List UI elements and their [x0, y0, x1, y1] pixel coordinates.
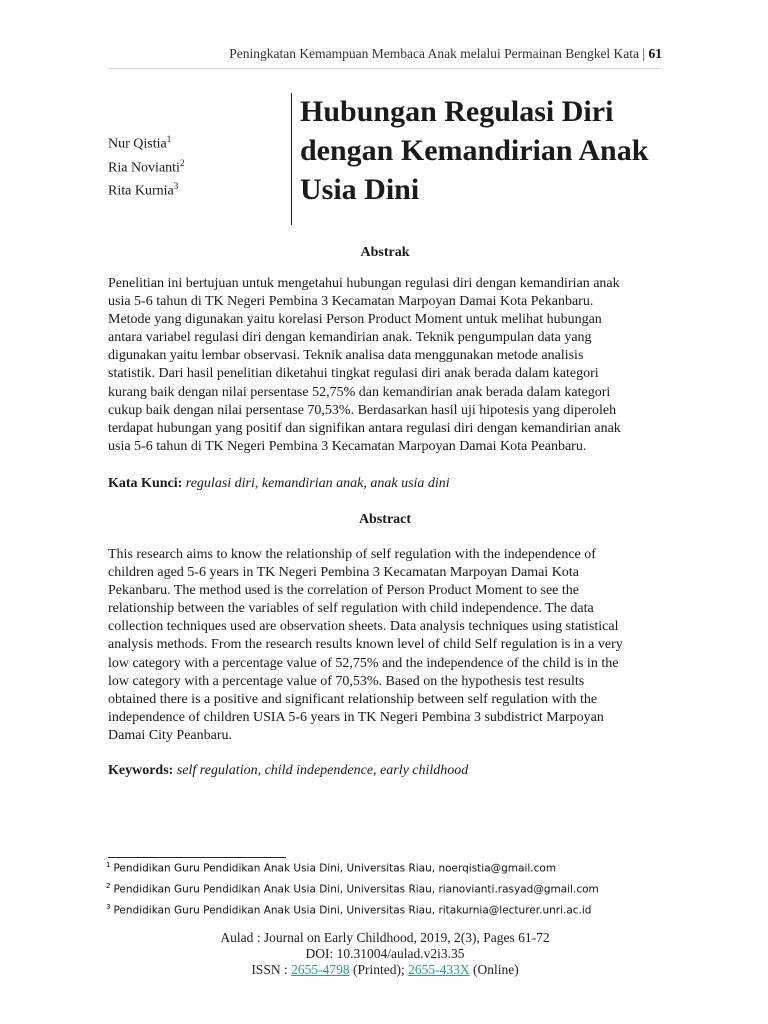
- article-title: [300, 92, 670, 209]
- issn-print-link[interactable]: 2655-4798: [291, 962, 350, 977]
- running-header: [108, 46, 662, 62]
- keywords: [108, 763, 662, 779]
- text-line: analysis methods. From the research results known level of child Self regulation is in a very: [108, 637, 623, 653]
- kata-kunci: [108, 476, 662, 492]
- text-line: Damai City Peanbaru.: [108, 727, 233, 743]
- running-title: Peningkatan Kemampuan Membaca Anak melalui Permainan Bengkel Kata: [229, 46, 640, 61]
- text-line: kurang baik dengan nilai persentase 52,75% dan kemandirian anak berada dalam kategori: [108, 384, 611, 400]
- text-line: low category with a percentage value of 70,53%. Based on the hypothesis test results: [108, 673, 585, 689]
- text-line: cukup baik dengan nilai persentase 70,53%. Berdasarkan hasil uji hipotesis yang diperoleh: [108, 402, 617, 418]
- text-line: usia 5-6 tahun di TK Negeri Pembina 3 Kecamatan Marpoyan Damai Kota Peanbaru.: [108, 438, 587, 454]
- text-line: digunakan yaitu lembar observasi. Teknik analisa data menggunakan metode analisis: [108, 348, 584, 364]
- text-line: collection techniques used are observation sheets. Data analysis techniques using statistical: [108, 619, 619, 635]
- abstract-body: [108, 546, 662, 745]
- text-line: obtained there is a positive and significant relationship between self regulation with the: [108, 691, 598, 707]
- issn-online-link[interactable]: 2655-433X: [408, 962, 470, 977]
- text-line: children aged 5-6 years in TK Negeri Pembina 3 Kecamatan Marpoyan Damai Kota: [108, 565, 579, 581]
- issn-line: ISSN : 2655-4798 (Printed); 2655-433X (Online): [251, 962, 519, 977]
- page-footer: [108, 930, 662, 978]
- title-line: dengan Kemandirian Anak: [300, 134, 649, 167]
- author: Ria Novianti$^2$: [108, 157, 185, 176]
- text-line: Penelitian ini bertujuan untuk mengetahui hubungan regulasi diri dengan kemandirian anak: [108, 276, 620, 291]
- keywords-value: self regulation, child independence, early childhood: [176, 763, 469, 778]
- keywords-label: Keywords:: [108, 763, 174, 778]
- footnote: $^2$ Pendidikan Guru Pendidikan Anak Usia Dini, Universitas Riau, rianovianti.rasyad@gmail.com: [106, 882, 599, 896]
- text-line: This research aims to know the relationship of self regulation with the independence of: [108, 547, 596, 562]
- page-number: 61: [648, 46, 662, 61]
- text-line: antara variabel regulasi diri dengan kemandirian anak. Teknik pengumpulan data yang: [108, 330, 592, 346]
- text-line: Pekanbaru. The method used is the correlation of Person Product Moment to see the: [108, 583, 579, 599]
- footnote: $^1$ Pendidikan Guru Pendidikan Anak Usia Dini, Universitas Riau, noerqistia@gmail.com: [106, 861, 557, 875]
- keywords-label: Kata Kunci:: [108, 476, 183, 491]
- text-line: Metode yang digunakan yaitu korelasi Person Product Moment untuk melihat hubungan: [108, 312, 602, 328]
- text-line: independence of children USIA 5-6 years in TK Negeri Pembina 3 subdistrict Marpoyan: [108, 709, 604, 725]
- footnote: $^3$ Pendidikan Guru Pendidikan Anak Usia Dini, Universitas Riau, ritakurnia@lecturer.unri.ac.id: [106, 903, 592, 917]
- author-list: [108, 130, 288, 201]
- abstract-heading: Abstract: [358, 512, 412, 527]
- title-line: Usia Dini: [300, 173, 420, 206]
- keywords-value: regulasi diri, kemandirian anak, anak usia dini: [185, 476, 450, 491]
- abstrak-body: [108, 275, 662, 456]
- text-line: usia 5-6 tahun di TK Negeri Pembina 3 Kecamatan Marpoyan Damai Kota Pekanbaru.: [108, 294, 594, 310]
- header-separator: |: [642, 46, 646, 61]
- title-line: Hubungan Regulasi Diri: [300, 95, 614, 128]
- text-line: relationship between the variables of self regulation with child independence. The data: [108, 601, 594, 617]
- footnotes: [106, 838, 666, 920]
- text-line: terdapat hubungan yang positif dan signifikan antara regulasi diri dengan kemandirian anak: [108, 420, 621, 436]
- author: Nur Qistia$^1$: [108, 134, 172, 152]
- doi: DOI: 10.31004/aulad.v2i3.35: [305, 946, 465, 961]
- header-rule: [108, 68, 662, 69]
- author: Rita Kurnia$^3$: [108, 181, 179, 199]
- abstrak-heading: Abstrak: [360, 245, 410, 260]
- journal-citation: Aulad : Journal on Early Childhood, 2019, 2(3), Pages 61-72: [220, 930, 550, 945]
- text-line: statistik. Dari hasil penelitian diketahui tingkat regulasi diri anak berada dalam kategori: [108, 366, 599, 382]
- text-line: low category with a percentage value of 52,75% and the independence of the child is in the: [108, 655, 619, 671]
- title-divider: [291, 93, 292, 225]
